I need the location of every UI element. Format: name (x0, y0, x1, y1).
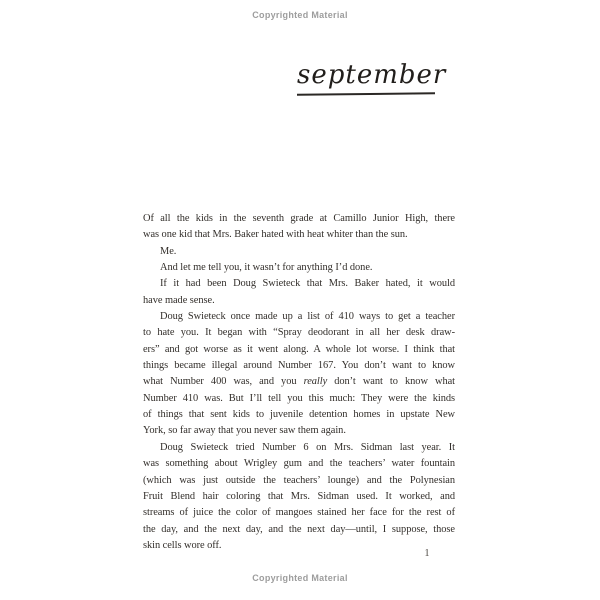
text-segment: the day, and the next day, and the next day—until, I suppose, those (143, 523, 455, 535)
text-line (143, 325, 455, 341)
text-line (143, 260, 455, 276)
copyright-watermark-bottom: Copyrighted Material (252, 573, 348, 583)
text-segment: skin cells wore off. (143, 539, 222, 551)
text-line (143, 244, 455, 260)
text-segment: of things that sent kids to juvenile detention homes in upstate New (143, 409, 455, 421)
text-segment: If it had been Doug Swieteck that Mrs. Baker hated, it would (160, 278, 455, 290)
chapter-title-underline (297, 92, 435, 95)
text-segment: Number 410 was. But I’ll tell you this much: They were the kinds (143, 392, 455, 404)
text-segment: have made sense. (143, 294, 215, 306)
text-segment: what Number 400 was, and you (143, 376, 304, 388)
text-line (143, 309, 455, 325)
text-segment: streams of juice the color of mangoes stained her face for the rest of (143, 507, 455, 519)
text-segment: things became illegal around Number 167. You don’t want to know (143, 360, 455, 372)
text-line (143, 276, 455, 292)
text-line (143, 473, 455, 489)
text-line (143, 538, 455, 554)
text-segment: (which was just outside the teachers’ lounge) and the Polynesian (143, 474, 455, 486)
text-segment: Doug Swieteck tried Number 6 on Mrs. Sidman last year. It (160, 441, 455, 453)
text-segment: ers” and got worse as it went along. A whole lot worse. I think that (143, 343, 455, 355)
text-line (143, 456, 455, 472)
text-segment: was something about Wrigley gum and the teachers’ water fountain (143, 458, 455, 470)
chapter-title-text: september (297, 60, 447, 90)
text-line (143, 489, 455, 505)
text-line (143, 407, 455, 423)
text-segment: Fruit Blend hair coloring that Mrs. Sidman used. It worked, and (143, 490, 455, 502)
text-segment: And let me tell you, it wasn’t for anything I’d done. (160, 262, 373, 274)
text-line (143, 211, 455, 227)
text-segment: Of all the kids in the seventh grade at Camillo Junior High, there (143, 213, 455, 224)
text-line (143, 423, 455, 439)
emphasized-text: really (303, 376, 328, 388)
copyright-watermark-top: Copyrighted Material (252, 10, 348, 20)
text-line (143, 522, 455, 538)
text-segment: Me. (160, 245, 177, 257)
text-line (143, 391, 455, 407)
text-segment: was one kid that Mrs. Baker hated with heat whiter than the sun. (143, 229, 408, 241)
text-line (143, 293, 455, 309)
text-segment: York, so far away that you never saw them again. (143, 425, 346, 437)
body-text (143, 211, 455, 554)
text-line (143, 374, 455, 390)
text-line (143, 358, 455, 374)
text-line (143, 227, 455, 243)
text-line (143, 505, 455, 521)
text-segment: to hate you. It began with “Spray deodorant in all her desk draw- (143, 327, 455, 339)
chapter-title (297, 58, 447, 103)
text-segment: don’t want to know what (327, 376, 455, 388)
text-line (143, 440, 455, 456)
page-number: 1 (424, 548, 430, 559)
text-line (143, 342, 455, 358)
text-segment: Doug Swieteck once made up a list of 410 ways to get a teacher (160, 311, 455, 323)
